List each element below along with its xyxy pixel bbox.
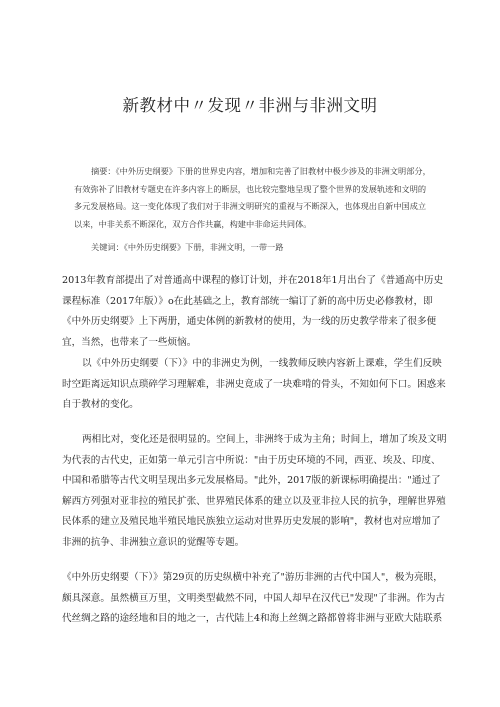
paragraph-text: 2013年教育部提出了对普通高中课程的修订计划，并在2018年1月出台了《普通高中历史课程标准（2017年版）》o在此基础之上，教育部统一编订了新的高中历史必修教材，即《中外历史纲要》上下两册，通史体例的新教材的使用，为一线的历史教学带来了很多便宜，当然，也带来了一些烦恼。: [62, 275, 444, 348]
body-paragraph: [62, 354, 447, 416]
paragraph-text: 以《中外历史纲要（下）》中的非洲史为例，一线教师反映内容新上课难，学生们反映时空距离远知识点琐碎学习理解难，非洲史竟成了一块难啃的骨头，不知如何下口。困惑来自于教材的变化。: [62, 358, 446, 410]
body-paragraph: [62, 271, 447, 353]
paragraph-text: 两相比对，变化还是很明显的。空间上，非洲终于成为主角；时间上，增加了埃及文明为代表的古代史，正如第一单元引言中所说："由于历史环境的不同，西亚、埃及、印度、中国和希腊等古代文明呈现出多元发展格局。"此外，2017版的新课标明确提出："通过了解西方列强对亚非拉的殖民扩张、世界殖民体系的建立以及亚非拉人民的抗争，理解世界殖民体系的建立及殖民地半殖民地民族独立运动对世界历史发展的影响"，教材也对应增加了非洲的抗争、非洲独立意识的觉醒等专题。: [62, 434, 447, 548]
document-title: 新教材中〃发现〃非洲与非洲文明: [122, 96, 378, 115]
paragraph-text: 《中外历史纲要（下）》第29页的历史纵横中补充了"游历非洲的古代中国人"，极为亮眼，颇具深意。虽然横亘万里，文明类型截然不同，中国人却早在汉代已"发现"了非洲。作为古代丝绸之路的途经地和目的地之一，古代陆上4和海上丝绸之路都曾将非洲与亚欧大陆联系: [62, 572, 445, 624]
keywords: 关键词：《中外历史纲要》下册，非洲文明，一带一路: [91, 242, 284, 252]
body-paragraph: [62, 430, 447, 553]
body-paragraph: [62, 568, 447, 630]
abstract: [74, 163, 434, 233]
abstract-text: 摘要：《中外历史纲要》下册的世界史内容，增加和完善了旧教材中极少涉及的非洲文明部分，有效弥补了旧教材专题史在许多内容上的断层，也比较完整地呈现了整个世界的发展轨迹和文明的多元发展格局。这一变化体现了我们对于非洲文明研究的重视与不断深入，也体现出自新中国成立以来，中非关系不断深化，双方合作共赢，构建中非命运共同体。: [74, 166, 431, 229]
